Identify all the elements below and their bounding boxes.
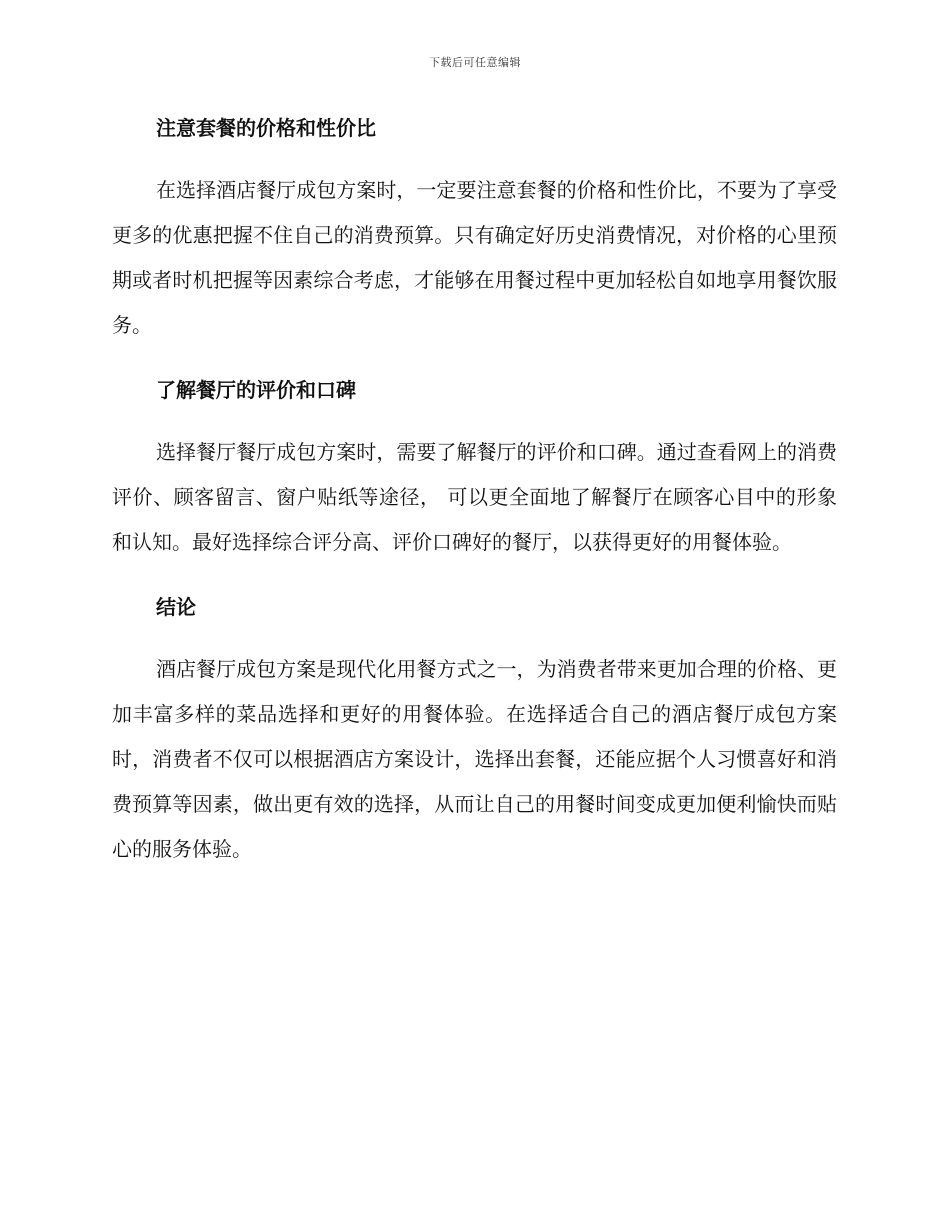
section-paragraph: 酒店餐厅成包方案是现代化用餐方式之一，为消费者带来更加合理的价格、更加丰富多样的菜品选择和更好的用餐体验。在选择适合自己的酒店餐厅成包方案时，消费者不仅可以根据酒店方案设计，选择出套餐，还能应据个人习惯喜好和消费预算等因素，做出更有效的选择，从而让自己的用餐时间变成更加便利愉快而贴心的服务体验。 — [112, 657, 837, 861]
document-body — [112, 112, 837, 872]
section-heading: 了解餐厅的评价和口碑 — [156, 378, 356, 402]
page-header-note: 下载后可任意编辑 — [429, 56, 521, 69]
section-paragraph: 在选择酒店餐厅成包方案时，一定要注意套餐的价格和性价比，不要为了享受更多的优惠把握不住自己的消费预算。只有确定好历史消费情况，对价格的心里预期或者时机把握等因素综合考虑，才能够在用餐过程中更加轻松自如地享用餐饮服务。 — [112, 178, 837, 337]
section-conclusion — [112, 591, 837, 872]
section-paragraph: 选择餐厅餐厅成包方案时，需要了解餐厅的评价和口碑。通过查看网上的消费评价、顾客留言、窗户贴纸等途径， 可以更全面地了解餐厅在顾客心目中的形象和认知。最好选择综合评分高、评价口碑好的餐厅，以获得更好的用餐体验。 — [112, 440, 837, 554]
section-reviews — [112, 374, 837, 565]
section-heading: 结论 — [156, 595, 196, 619]
section-price — [112, 112, 837, 348]
section-heading: 注意套餐的价格和性价比 — [156, 116, 376, 140]
